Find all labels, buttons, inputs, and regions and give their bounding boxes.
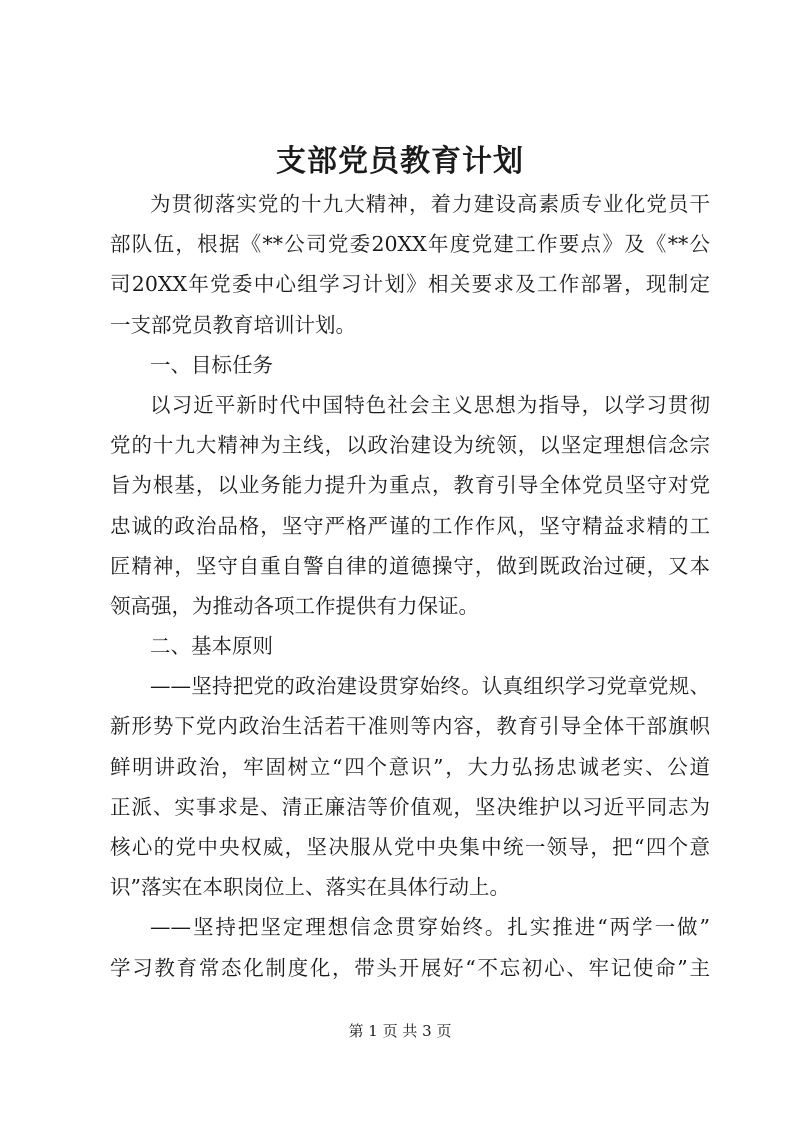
- text-line: 识”落实在本职岗位上、落实在具体行动上。: [110, 875, 510, 900]
- text-line: ——坚持把坚定理想信念贯穿始终。扎实推进“两学一做”: [150, 915, 710, 940]
- text-line: 党的十九大精神为主线，以政治建设为统领，以坚定理想信念宗: [110, 433, 710, 458]
- text-line: 核心的党中央权威，坚决服从党中央集中统一领导，把“四个意: [110, 835, 710, 859]
- document-title: 支部党员教育计划: [276, 144, 524, 179]
- text-line: 司20XX年党委中心组学习计划》相关要求及工作部署，现制定: [110, 272, 710, 297]
- section-heading: 二、基本原则: [150, 634, 273, 659]
- text-line: 为贯彻落实党的十九大精神，着力建设高素质专业化党员干: [150, 192, 710, 216]
- text-line: 鲜明讲政治，牢固树立“四个意识”，大力弘扬忠诚老实、公道: [110, 754, 710, 779]
- text-line: ——坚持把党的政治建设贯穿始终。认真组织学习党章党规、: [150, 674, 710, 699]
- text-line: 正派、实事求是、清正廉洁等价值观，坚决维护以习近平同志为: [110, 794, 710, 819]
- text-line: 旨为根基，以业务能力提升为重点，教育引导全体党员坚守对党: [110, 473, 710, 498]
- text-line: 学习教育常态化制度化，带头开展好“不忘初心、牢记使命”主: [110, 955, 710, 980]
- text-line: 新形势下党内政治生活若干准则等内容，教育引导全体干部旗帜: [110, 714, 710, 739]
- text-line: 以习近平新时代中国特色社会主义思想为指导，以学习贯彻: [150, 392, 710, 417]
- document-body: [110, 184, 710, 988]
- text-line: 一支部党员教育培训计划。: [110, 312, 356, 337]
- text-line: 领高强，为推动各项工作提供有力保证。: [110, 593, 479, 618]
- text-line: 匠精神，坚守自重自警自律的道德操守，做到既政治过硬，又本: [110, 553, 710, 578]
- section-heading: 一、目标任务: [150, 352, 273, 377]
- text-line: 部队伍，根据《**公司党委20XX年度党建工作要点》及《**公: [110, 232, 710, 257]
- page-footer: 第 1 页 共 3 页: [348, 1022, 452, 1040]
- text-line: 忠诚的政治品格，坚守严格严谨的工作作风，坚守精益求精的工: [110, 513, 710, 538]
